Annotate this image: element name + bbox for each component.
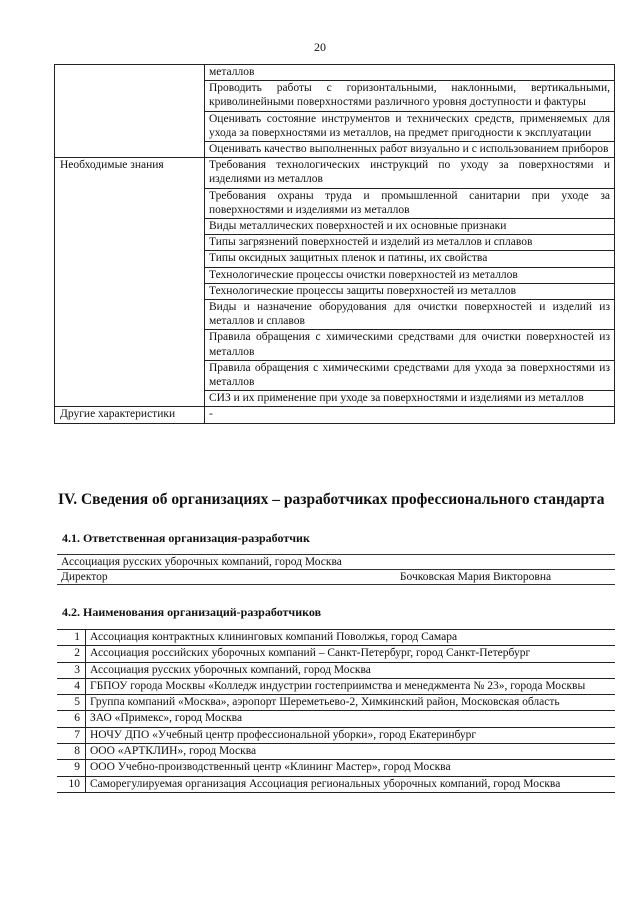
responsible-org-name: Ассоциация русских уборочных компаний, город Москва: [57, 555, 615, 570]
developer-number: 2: [57, 646, 86, 662]
developer-row: [57, 711, 615, 727]
skills-table-row: [55, 407, 615, 423]
responsible-org-table: [57, 554, 615, 585]
developer-row: [57, 727, 615, 743]
developer-number: 6: [57, 711, 86, 727]
developer-row: [57, 678, 615, 694]
developer-row: [57, 662, 615, 678]
developer-number: 1: [57, 630, 86, 646]
skills-item-text: металлов: [205, 65, 615, 81]
developer-number: 10: [57, 776, 86, 792]
skills-item-text: -: [205, 407, 615, 423]
developer-row: [57, 760, 615, 776]
responsible-org-heading: 4.1. Ответственная организация-разработчик: [62, 531, 310, 545]
responsible-org-row: [57, 555, 615, 570]
responsible-person: Бочковская Мария Викторовна: [336, 570, 615, 585]
skills-category-label: [55, 65, 205, 158]
developer-name: Ассоциация контрактных клининговых компаний Поволжья, город Самара: [86, 630, 616, 646]
page-number: 20: [314, 40, 326, 54]
skills-item-text: Виды и назначение оборудования для очистки поверхностей и изделий из металлов и сплавов: [205, 300, 615, 330]
section-title: IV. Сведения об организациях – разработчиках профессионального стандарта: [58, 491, 605, 508]
skills-item-text: Типы загрязнений поверхностей и изделий из металлов и сплавов: [205, 235, 615, 251]
responsible-position: Директор: [57, 570, 336, 585]
developer-name: ГБПОУ города Москвы «Колледж индустрии гостеприимства и менеджмента № 23», города Москвы: [86, 678, 616, 694]
developer-name: ООО «АРТКЛИН», город Москва: [86, 744, 616, 760]
skills-table-row: [55, 158, 615, 188]
developer-number: 3: [57, 662, 86, 678]
skills-item-text: Оценивать состояние инструментов и технических средств, применяемых для ухода за поверхностями из металлов, на предмет пригодности к эксплуатации: [205, 111, 615, 141]
developer-row: [57, 695, 615, 711]
skills-item-text: Оценивать качество выполненных работ визуально и с использованием приборов: [205, 142, 615, 158]
skills-item-text: Проводить работы с горизонтальными, наклонными, вертикальными, криволинейными поверхностями различного уровня доступности и фактуры: [205, 81, 615, 111]
skills-item-text: Требования охраны труда и промышленной санитарии при уходе за поверхностями и изделиями из металлов: [205, 188, 615, 218]
developer-number: 4: [57, 678, 86, 694]
developer-number: 5: [57, 695, 86, 711]
developer-row: [57, 646, 615, 662]
developer-number: 7: [57, 727, 86, 743]
developer-name: Саморегулируемая организация Ассоциация региональных уборочных компаний, город Москва: [86, 776, 616, 792]
skills-item-text: СИЗ и их применение при уходе за поверхностями и изделиями из металлов: [205, 391, 615, 407]
developer-name: ЗАО «Примекс», город Москва: [86, 711, 616, 727]
skills-item-text: Правила обращения с химическими средствами для очистки поверхностей из металлов: [205, 330, 615, 360]
skills-item-text: Технологические процессы очистки поверхностей из металлов: [205, 267, 615, 283]
skills-item-text: Требования технологических инструкций по уходу за поверхностями и изделиями из металлов: [205, 158, 615, 188]
skills-item-text: Правила обращения с химическими средствами для ухода за поверхностями из металлов: [205, 360, 615, 390]
skills-table-row: [55, 65, 615, 81]
developer-name: ООО Учебно-производственный центр «Клининг Мастер», город Москва: [86, 760, 616, 776]
developers-table: [57, 629, 615, 793]
developer-name: НОЧУ ДПО «Учебный центр профессиональной уборки», город Екатеринбург: [86, 727, 616, 743]
skills-category-label: Другие характеристики: [55, 407, 205, 423]
developer-row: [57, 630, 615, 646]
developer-row: [57, 744, 615, 760]
skills-item-text: Типы оксидных защитных пленок и патины, их свойства: [205, 251, 615, 267]
skills-knowledge-table: [54, 64, 615, 424]
developer-name: Ассоциация российских уборочных компаний – Санкт-Петербург, город Санкт-Петербург: [86, 646, 616, 662]
developer-row: [57, 776, 615, 792]
developer-number: 8: [57, 744, 86, 760]
developer-number: 9: [57, 760, 86, 776]
developer-name: Ассоциация русских уборочных компаний, город Москва: [86, 662, 616, 678]
skills-item-text: Виды металлических поверхностей и их основные признаки: [205, 219, 615, 235]
developers-heading: 4.2. Наименования организаций-разработчиков: [62, 605, 322, 619]
skills-item-text: Технологические процессы защиты поверхностей из металлов: [205, 283, 615, 299]
developer-name: Группа компаний «Москва», аэропорт Шереметьево-2, Химкинский район, Московская область: [86, 695, 616, 711]
skills-category-label: Необходимые знания: [55, 158, 205, 407]
responsible-person-row: [57, 570, 615, 585]
